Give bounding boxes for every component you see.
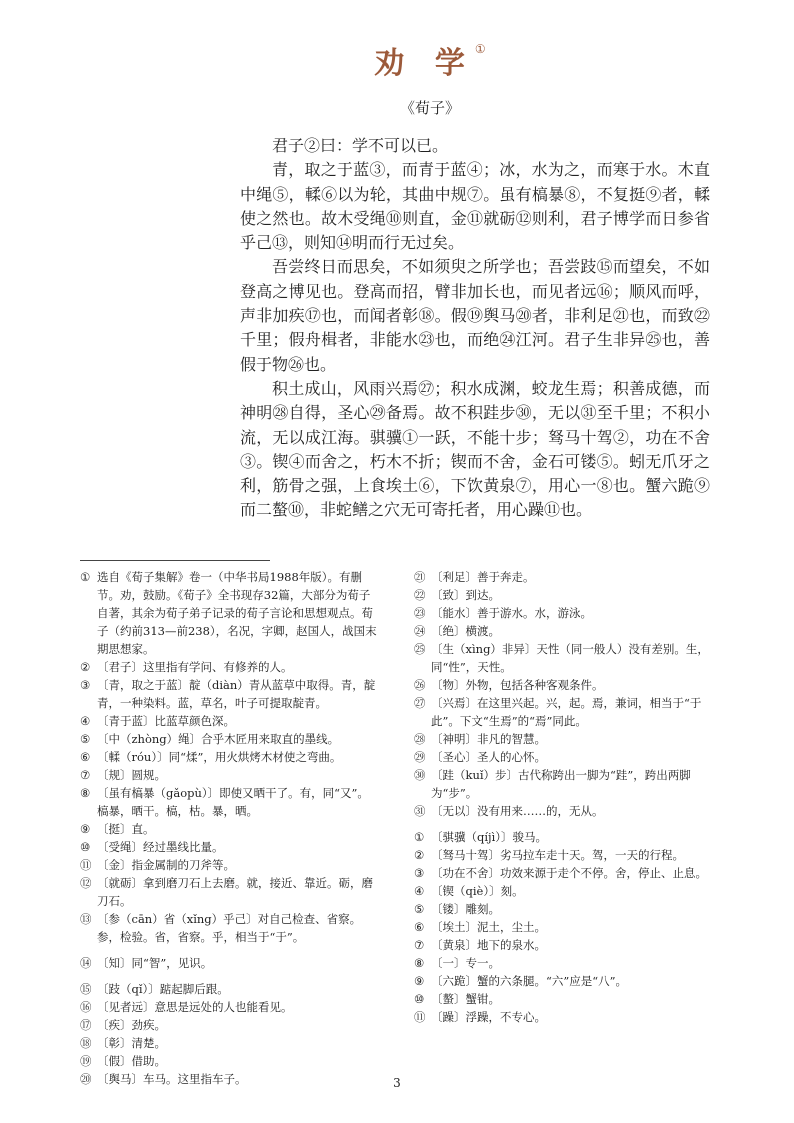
footnote-text: 〔躁〕浮躁，不专心。 bbox=[431, 1010, 546, 1024]
footnote-number: ⑤ bbox=[80, 732, 91, 746]
footnote-number: ⑪ bbox=[80, 858, 92, 872]
page-number: 3 bbox=[393, 1076, 401, 1090]
footnote-number: ⑬ bbox=[80, 912, 92, 926]
footnote bbox=[414, 1008, 714, 1026]
footnote bbox=[414, 802, 714, 820]
footnote-text: 〔生（xìng）非异〕天性（同一般人）没有差别。生，同“性”，天性。 bbox=[431, 642, 709, 674]
footnote-text: 〔兴焉〕在这里兴起。兴，起。焉，兼词，相当于“于此”。下文“生焉”的“焉”同此。 bbox=[431, 696, 702, 728]
footnote-spacer bbox=[414, 820, 714, 828]
footnote-number: ⑯ bbox=[80, 1000, 92, 1014]
footnote-text: 〔挺〕直。 bbox=[97, 822, 155, 836]
footnote-text: 〔彰〕清楚。 bbox=[97, 1036, 166, 1050]
footnotes-right-column bbox=[414, 568, 714, 1026]
footnote bbox=[414, 828, 714, 846]
footnote-text: 〔锲（qiè）〕刻。 bbox=[431, 884, 524, 898]
title-footnote-marker: ① bbox=[474, 42, 486, 56]
footnote bbox=[80, 910, 380, 946]
footnote-text: 〔跂（qǐ）〕踮起脚后跟。 bbox=[97, 982, 229, 996]
footnote bbox=[80, 766, 380, 784]
footnote bbox=[80, 954, 380, 972]
footnote bbox=[414, 918, 714, 936]
footnote-text: 〔埃土〕泥土，尘土。 bbox=[431, 920, 546, 934]
footnote bbox=[80, 784, 380, 820]
footnote bbox=[80, 838, 380, 856]
footnote bbox=[414, 568, 714, 586]
footnote-number: ㉔ bbox=[414, 624, 426, 638]
footnote bbox=[414, 990, 714, 1008]
paragraph: 君子②曰：学不可以已。 bbox=[272, 136, 449, 155]
footnote bbox=[414, 676, 714, 694]
footnote-text: 〔金〕指金属制的刀斧等。 bbox=[97, 858, 235, 872]
footnote-number: ⑥ bbox=[80, 750, 91, 764]
footnote-number: ㉓ bbox=[414, 606, 426, 620]
footnote bbox=[414, 748, 714, 766]
footnote-number: ⑳ bbox=[80, 1072, 92, 1086]
footnote-text: 〔骐骥（qíjì）〕骏马。 bbox=[431, 830, 548, 844]
footnote-text: 〔假〕借助。 bbox=[97, 1054, 166, 1068]
footnote bbox=[80, 998, 380, 1016]
footnote-text: 〔参（cān）省（xǐng）乎己〕对自己检查、省察。参，检验。省，省察。乎，相当于“于”。 bbox=[97, 912, 362, 944]
footnote-divider bbox=[80, 560, 270, 561]
footnote bbox=[414, 604, 714, 622]
footnote-text: 〔君子〕这里指有学问、有修养的人。 bbox=[97, 660, 293, 674]
footnote bbox=[414, 640, 714, 676]
footnote-number: ⑦ bbox=[80, 768, 91, 782]
footnote-number: ⑨ bbox=[414, 974, 425, 988]
footnote bbox=[414, 936, 714, 954]
footnote-number: ④ bbox=[414, 884, 425, 898]
footnote-number: ㉕ bbox=[414, 642, 426, 656]
footnote-number: ② bbox=[414, 848, 425, 862]
footnote-text: 〔螯〕蟹钳。 bbox=[431, 992, 500, 1006]
footnote-text: 〔一〕专一。 bbox=[431, 956, 500, 970]
footnote-text: 〔功在不舍〕功效来源于走个不停。舍，停止、止息。 bbox=[431, 866, 707, 880]
footnote-text: 〔輮（róu）〕同“煣”，用火烘烤木材使之弯曲。 bbox=[97, 750, 342, 764]
footnote-number: ⑲ bbox=[80, 1054, 92, 1068]
page-title bbox=[0, 38, 794, 82]
footnote-text: 〔镂〕雕刻。 bbox=[431, 902, 500, 916]
footnote-text: 〔能水〕善于游水。水，游泳。 bbox=[431, 606, 592, 620]
footnote-text: 〔圣心〕圣人的心怀。 bbox=[431, 750, 546, 764]
footnote bbox=[80, 1052, 380, 1070]
footnote-number: ① bbox=[80, 570, 91, 584]
footnote bbox=[80, 658, 380, 676]
footnote bbox=[80, 874, 380, 910]
footnote bbox=[414, 846, 714, 864]
footnote-text: 〔见者远〕意思是远处的人也能看见。 bbox=[97, 1000, 293, 1014]
footnote-number: ㉒ bbox=[414, 588, 426, 602]
footnote-number: ⑥ bbox=[414, 920, 425, 934]
footnote-text: 〔神明〕非凡的智慧。 bbox=[431, 732, 546, 746]
footnote bbox=[414, 900, 714, 918]
footnote-number: ㉗ bbox=[414, 696, 426, 710]
footnote-number: ⑤ bbox=[414, 902, 425, 916]
footnote-text: 〔就砺〕拿到磨刀石上去磨。就，接近、靠近。砺，磨刀石。 bbox=[97, 876, 373, 908]
footnote-number: ㉑ bbox=[414, 570, 426, 584]
footnote bbox=[80, 1034, 380, 1052]
footnote-text: 选自《荀子集解》卷一（中华书局1988年版）。有删节。劝，鼓励。《荀子》全书现存32篇，大部分为荀子自著，其余为荀子弟子记录的荀子言论和思想观点。荀子（约前313—前238），名况，字卿，赵国人，战国末期思想家。 bbox=[97, 570, 377, 656]
footnote-number: ① bbox=[414, 830, 425, 844]
footnote-text: 〔青于蓝〕比蓝草颜色深。 bbox=[97, 714, 235, 728]
footnote-text: 〔疾〕劲疾。 bbox=[97, 1018, 166, 1032]
footnote bbox=[80, 820, 380, 838]
footnote bbox=[414, 864, 714, 882]
footnote-text: 〔黄泉〕地下的泉水。 bbox=[431, 938, 546, 952]
footnote bbox=[80, 712, 380, 730]
footnote-number: ㉙ bbox=[414, 750, 426, 764]
footnote-number: ④ bbox=[80, 714, 91, 728]
footnote-text: 〔青，取之于蓝〕靛（diàn）青从蓝草中取得。青，靛青，一种染料。蓝，草名，叶子可提取靛青。 bbox=[97, 678, 376, 710]
footnote-number: ② bbox=[80, 660, 91, 674]
footnote-spacer bbox=[80, 946, 380, 954]
source-line: 《荀子》 bbox=[399, 99, 460, 117]
footnote-text: 〔物〕外物，包括各种客观条件。 bbox=[431, 678, 604, 692]
footnote-number: ⑪ bbox=[414, 1010, 426, 1024]
footnote bbox=[414, 954, 714, 972]
footnote-number: ⑦ bbox=[414, 938, 425, 952]
footnote bbox=[80, 1016, 380, 1034]
footnote-number: ⑧ bbox=[414, 956, 425, 970]
footnote-text: 〔无以〕没有用来……的，无从。 bbox=[431, 804, 604, 818]
paragraph: 青，取之于蓝③，而青于蓝④；冰，水为之，而寒于水。木直中绳⑤，輮⑥以为轮，其曲中规⑦。虽有槁暴⑧，不复挺⑨者，輮使之然也。故木受绳⑩则直，金⑪就砺⑫则利，君子博学而日参省乎己⑬，则知⑭明而行无过矣。 bbox=[240, 160, 710, 253]
footnote bbox=[80, 676, 380, 712]
footnote bbox=[414, 730, 714, 748]
footnote bbox=[414, 694, 714, 730]
footnote-number: ㉘ bbox=[414, 732, 426, 746]
footnote-text: 〔中（zhòng）绳〕合乎木匠用来取直的墨线。 bbox=[97, 732, 340, 746]
footnote-text: 〔驽马十驾〕劣马拉车走十天。驾，一天的行程。 bbox=[431, 848, 684, 862]
footnote bbox=[414, 972, 714, 990]
footnotes-left-column bbox=[80, 568, 380, 1088]
footnote-number: ⑭ bbox=[80, 956, 92, 970]
footnote-number: ⑱ bbox=[80, 1036, 92, 1050]
footnote-text: 〔利足〕善于奔走。 bbox=[431, 570, 535, 584]
footnote-text: 〔六跪〕蟹的六条腿。“六”应是“八”。 bbox=[431, 974, 628, 988]
footnote bbox=[80, 730, 380, 748]
footnote-number: ⑧ bbox=[80, 786, 91, 800]
footnote-text: 〔跬（kuǐ）步〕古代称跨出一脚为“跬”，跨出两脚为“步”。 bbox=[431, 768, 691, 800]
footnote-number: ③ bbox=[80, 678, 91, 692]
footnote-number: ⑮ bbox=[80, 982, 92, 996]
footnote-spacer bbox=[80, 972, 380, 980]
footnote-number: ⑩ bbox=[414, 992, 425, 1006]
footnote bbox=[414, 586, 714, 604]
main-text bbox=[240, 131, 710, 523]
footnote-text: 〔舆马〕车马。这里指车子。 bbox=[97, 1072, 247, 1086]
footnote bbox=[414, 882, 714, 900]
title-text: 劝 学 bbox=[374, 46, 475, 81]
footnote bbox=[80, 856, 380, 874]
footnote-text: 〔受绳〕经过墨线比量。 bbox=[97, 840, 224, 854]
footnote-number: ③ bbox=[414, 866, 425, 880]
footnote-number: ⑰ bbox=[80, 1018, 92, 1032]
footnote-text: 〔知〕同“智”，见识。 bbox=[97, 956, 213, 970]
footnote-text: 〔致〕到达。 bbox=[431, 588, 500, 602]
footnote-text: 〔绝〕横渡。 bbox=[431, 624, 500, 638]
footnote bbox=[80, 980, 380, 998]
footnote-text: 〔规〕圆规。 bbox=[97, 768, 166, 782]
paragraph: 积土成山，风雨兴焉㉗；积水成渊，蛟龙生焉；积善成德，而神明㉘自得，圣心㉙备焉。故不积跬步㉚，无以㉛至千里；不积小流，无以成江海。骐骥①一跃，不能十步；驽马十驾②，功在不舍③。锲④而舍之，朽木不折；锲而不舍，金石可镂⑤。蚓无爪牙之利，筋骨之强，上食埃土⑥，下饮黄泉⑦，用心一⑧也。蟹六跪⑨而二螯⑩，非蛇鳝之穴无可寄托者，用心躁⑪也。 bbox=[240, 378, 710, 520]
footnote-number: ⑨ bbox=[80, 822, 91, 836]
footnote bbox=[80, 568, 380, 658]
footnote-number: ⑫ bbox=[80, 876, 92, 890]
footnote-number: ⑩ bbox=[80, 840, 91, 854]
footnote bbox=[414, 622, 714, 640]
footnote-number: ㉛ bbox=[414, 804, 426, 818]
footnote bbox=[80, 748, 380, 766]
footnote-text: 〔虽有槁暴（gǎopù）〕即使又晒干了。有，同“又”。槁暴，晒干。槁，枯。暴，晒。 bbox=[97, 786, 369, 818]
footnote-number: ㉖ bbox=[414, 678, 426, 692]
paragraph: 吾尝终日而思矣，不如须臾之所学也；吾尝跂⑮而望矣，不如登高之博见也。登高而招，臂非加长也，而见者远⑯；顺风而呼，声非加疾⑰也，而闻者彰⑱。假⑲舆马⑳者，非利足㉑也，而致㉒千里；假舟楫者，非能水㉓也，而绝㉔江河。君子生非异㉕也，善假于物㉖也。 bbox=[240, 257, 710, 374]
footnote-number: ㉚ bbox=[414, 768, 426, 782]
footnote bbox=[414, 766, 714, 802]
